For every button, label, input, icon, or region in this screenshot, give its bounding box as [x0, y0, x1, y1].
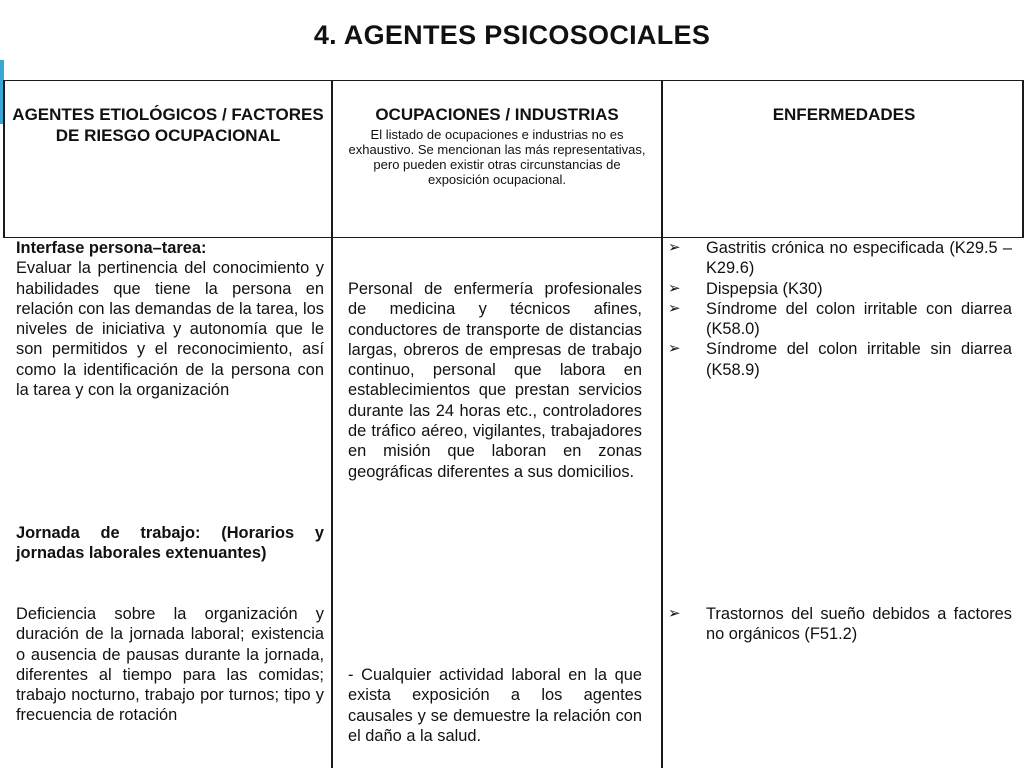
occupations-text-1: Personal de enfermería profesionales de medicina y técnicos afines, conductores de transporte de distancias largas, obreros de empresas de trabajo continuo, personal que labora en establecimientos que prestan servicios durante las 24 horas etc., controladores de tráfico aéreo, vigilantes, trabajadores en misión que laboran en zonas geográficas diferentes a sus domicilios.: [348, 280, 642, 481]
disease-label: Trastornos del sueño debidos a factores no orgánicos (F51.2): [706, 605, 1012, 644]
disease-item: [668, 238, 1012, 279]
header-diseases-label: ENFERMEDADES: [772, 105, 916, 124]
disease-label: Síndrome del colon irritable sin diarrea (K58.9): [706, 340, 1012, 379]
header-agents: [11, 104, 325, 146]
arrow-bullet-icon: ➢: [668, 605, 681, 622]
arrow-bullet-icon: ➢: [668, 299, 681, 317]
header-occupations-note: El listado de ocupaciones e industrias no es exhaustivo. Se mencionan las más representativas, pero pueden existir otras circunstancias de exposición ocupacional.: [348, 127, 646, 187]
diseases-list-2: [668, 604, 1012, 645]
diseases-list-1: [668, 238, 1012, 380]
arrow-bullet-icon: ➢: [668, 279, 681, 297]
column-divider-1: [331, 80, 333, 768]
agents-text-interface: Evaluar la pertinencia del conocimiento y habilidades que tiene la persona en relación con las demandas de la tarea, los niveles de iniciativa y autonomía que le son permitidos y el reconocimiento, así como la identificación de la persona con la tarea y con la organización: [16, 259, 324, 400]
arrow-bullet-icon: ➢: [668, 239, 681, 256]
agents-text-workday: Deficiencia sobre la organización y duración de la jornada laboral; existencia o ausencia de pausas durante la jornada, diferentes al tiempo para las comidas; trabajo nocturno, trabajo por turnos; tipo y frecuencia de rotación: [16, 605, 324, 725]
column-divider-2: [661, 80, 663, 768]
disease-item: [668, 299, 1012, 340]
disease-label: Dispepsia (K30): [706, 279, 823, 298]
table-top-border: [3, 80, 1024, 81]
page-title: 4. AGENTES PSICOSOCIALES: [313, 20, 711, 50]
disease-label: Síndrome del colon irritable con diarrea (K58.0): [706, 299, 1012, 339]
agents-heading-workday: Jornada de trabajo: (Horarios y jornadas laborales extenuantes): [16, 524, 324, 563]
agents-block-1: [16, 238, 324, 400]
header-occupations: [341, 104, 653, 187]
occupations-text-2: - Cualquier actividad laboral en la que exista exposición a los agentes causales y se demuestre la relación con el daño a la salud.: [348, 666, 642, 745]
header-diseases: [671, 104, 1017, 125]
disease-item: [668, 279, 1012, 299]
disease-item: [668, 339, 1012, 380]
header-agents-label: AGENTES ETIOLÓGICOS / FACTORES DE RIESGO OCUPACIONAL: [12, 105, 324, 145]
disease-label: Gastritis crónica no especificada (K29.5 – K29.6): [706, 239, 1012, 278]
arrow-bullet-icon: ➢: [668, 340, 681, 358]
header-occupations-label: OCUPACIONES / INDUSTRIAS: [375, 105, 619, 124]
column-divider-left: [3, 80, 5, 237]
disease-item: [668, 604, 1012, 645]
agents-heading-interface: Interfase persona–tarea:: [16, 239, 207, 257]
